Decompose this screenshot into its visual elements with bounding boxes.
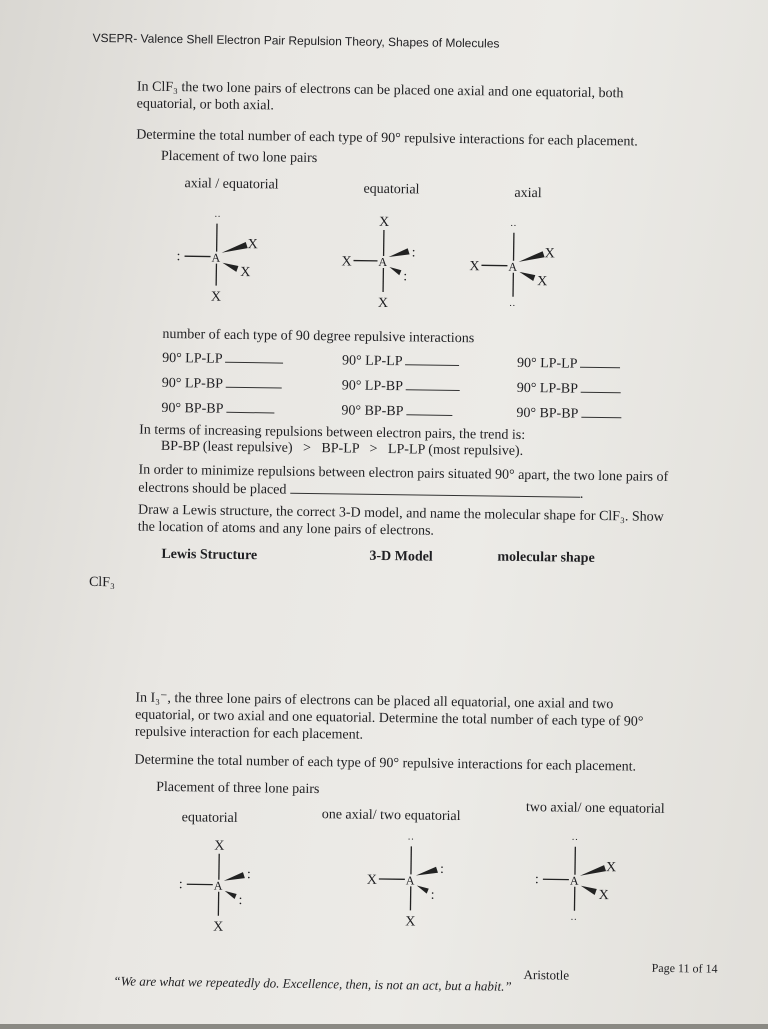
clf3-placement-3: axial bbox=[514, 185, 541, 202]
bond bbox=[222, 242, 248, 253]
lone-pair: ·· bbox=[407, 834, 414, 845]
central-atom: A bbox=[406, 873, 415, 887]
ligand-atom: X bbox=[606, 860, 616, 875]
lone-pair: : bbox=[535, 872, 539, 887]
bond bbox=[416, 866, 438, 875]
clf3-intro-line2: equatorial, or both axial. bbox=[137, 96, 274, 115]
col1-lp-lp: 90° LP-LP bbox=[162, 349, 284, 369]
clf3-structure-axial bbox=[463, 216, 574, 318]
trend-line2: BP-BP (least repulsive) > BP-LP > LP-LP (most repulsive). bbox=[161, 438, 523, 460]
lone-pair: ·· bbox=[570, 915, 577, 926]
i3-intro-line3: repulsive interaction for each placement. bbox=[135, 724, 363, 744]
clf3-determine: Determine the total number of each type of 90° repulsive interactions for each placement. bbox=[136, 127, 638, 151]
ligand-atom: X bbox=[367, 873, 377, 888]
lone-pair: : bbox=[176, 249, 180, 264]
central-atom: A bbox=[508, 260, 517, 274]
clf3-placement-2: equatorial bbox=[363, 181, 419, 199]
lone-pair: : bbox=[179, 877, 183, 892]
i3-placement-1: equatorial bbox=[182, 809, 238, 827]
lone-pair-placement-blank[interactable] bbox=[290, 481, 580, 498]
footer-author: Aristotle bbox=[523, 966, 569, 984]
i3-intro-line1: In I₃⁻, the three lone pairs of electrons can be placed all equatorial, one axial and two bbox=[135, 690, 613, 714]
central-atom: A bbox=[214, 879, 223, 893]
ligand-atom: X bbox=[213, 920, 223, 935]
col3-lp-lp: 90° LP-LP bbox=[517, 354, 621, 373]
bond bbox=[519, 272, 535, 281]
minimize-line2: electrons should be placed . bbox=[138, 479, 583, 503]
ligand-atom: X bbox=[248, 237, 258, 252]
col2-lp-bp: 90° LP-BP bbox=[342, 376, 460, 396]
clf3-structure-axial-equatorial bbox=[168, 207, 269, 308]
bond bbox=[519, 251, 545, 262]
i3-structure-one-axial bbox=[360, 830, 471, 932]
bond bbox=[222, 263, 238, 272]
footer-quote: “We are what we repeatedly do. Excellence, then, is not an act, but a habit.” bbox=[113, 972, 511, 995]
i3-placement-3: two axial/ one equatorial bbox=[526, 799, 665, 818]
i3-placement-2: one axial/ two equatorial bbox=[322, 806, 461, 825]
lone-pair: ·· bbox=[214, 212, 221, 223]
lone-pair: : bbox=[247, 867, 251, 882]
lone-pair: : bbox=[440, 862, 444, 877]
central-atom: A bbox=[211, 251, 220, 265]
lone-pair: ·· bbox=[509, 301, 516, 312]
clf3-row-label: ClF₃ bbox=[89, 574, 115, 591]
clf3-placement-label: Placement of two lone pairs bbox=[161, 148, 318, 167]
col3-lp-lp-blank[interactable] bbox=[580, 355, 620, 369]
col1-lp-lp-blank[interactable] bbox=[225, 350, 283, 364]
col3-bp-bp-blank[interactable] bbox=[581, 405, 621, 419]
ligand-atom: X bbox=[379, 215, 389, 230]
bond bbox=[389, 248, 410, 257]
col2-bp-bp: 90° BP-BP bbox=[341, 401, 452, 421]
page-header: VSEPR- Valence Shell Electron Pair Repulsion Theory, Shapes of Molecules bbox=[92, 30, 499, 53]
ligand-atom: X bbox=[599, 888, 609, 903]
lone-pair: ·· bbox=[571, 835, 578, 846]
i3-structure-two-axial bbox=[524, 830, 635, 932]
clf3-structure-equatorial bbox=[335, 211, 446, 313]
bond bbox=[417, 885, 429, 893]
ligand-atom: X bbox=[469, 259, 479, 274]
col-molecular-shape: molecular shape bbox=[497, 549, 595, 567]
central-atom: A bbox=[378, 255, 387, 269]
central-atom: A bbox=[570, 874, 579, 888]
ligand-atom: X bbox=[341, 254, 351, 269]
bond bbox=[225, 891, 237, 899]
col1-lp-bp-blank[interactable] bbox=[226, 375, 282, 389]
i3-determine: Determine the total number of each type of 90° repulsive interactions for each placement. bbox=[134, 752, 636, 776]
col3-lp-bp: 90° LP-BP bbox=[517, 379, 621, 398]
col1-bp-bp: 90° BP-BP bbox=[161, 399, 274, 419]
lone-pair: : bbox=[403, 269, 407, 284]
bond bbox=[581, 886, 597, 895]
bond bbox=[389, 267, 401, 275]
ligand-atom: X bbox=[537, 274, 547, 289]
lone-pair: ·· bbox=[510, 221, 517, 232]
clf3-placement-1: axial / equatorial bbox=[184, 175, 278, 193]
i3-structure-equatorial bbox=[170, 835, 281, 937]
ligand-atom: X bbox=[405, 914, 415, 929]
col2-lp-lp: 90° LP-LP bbox=[342, 351, 460, 371]
ligand-atom: X bbox=[378, 296, 388, 311]
i3-intro-line2: equatorial, or two axial and one equatorial. Determine the total number of each type of 90° bbox=[135, 707, 643, 731]
lone-pair: : bbox=[431, 888, 435, 903]
col3-bp-bp: 90° BP-BP bbox=[516, 404, 621, 423]
draw-line1: Draw a Lewis structure, the correct 3-D model, and name the molecular shape for ClF₃. Show bbox=[138, 502, 664, 526]
ligand-atom: X bbox=[240, 265, 250, 280]
col2-bp-bp-blank[interactable] bbox=[406, 402, 452, 416]
minimize-line1: In order to minimize repulsions between electron pairs situated 90° apart, the two lone pairs of bbox=[138, 462, 668, 486]
col3-lp-bp-blank[interactable] bbox=[581, 380, 621, 394]
col1-lp-bp: 90° LP-BP bbox=[162, 374, 282, 394]
i3-placement-label: Placement of three lone pairs bbox=[156, 779, 320, 798]
bond bbox=[580, 865, 606, 876]
trend-line1: In terms of increasing repulsions between electron pairs, the trend is: bbox=[139, 422, 525, 444]
ligand-atom: X bbox=[211, 290, 221, 305]
col1-bp-bp-blank[interactable] bbox=[226, 400, 274, 414]
col2-lp-lp-blank[interactable] bbox=[405, 352, 459, 366]
clf3-intro-line1: In ClF₃ the two lone pairs of electrons can be placed one axial and one equatorial, both bbox=[137, 79, 624, 103]
page-number: Page 11 of 14 bbox=[652, 960, 718, 978]
interactions-title: number of each type of 90 degree repulsive interactions bbox=[162, 326, 474, 347]
draw-line2: the location of atoms and any lone pairs of electrons. bbox=[138, 519, 434, 540]
col-3d-model: 3-D Model bbox=[369, 548, 433, 566]
ligand-atom: X bbox=[214, 839, 224, 854]
col-lewis-structure: Lewis Structure bbox=[161, 546, 257, 564]
bond bbox=[224, 872, 245, 881]
ligand-atom: X bbox=[545, 246, 555, 261]
lone-pair: : bbox=[412, 245, 416, 260]
col2-lp-bp-blank[interactable] bbox=[406, 377, 460, 391]
lone-pair: : bbox=[238, 893, 242, 908]
